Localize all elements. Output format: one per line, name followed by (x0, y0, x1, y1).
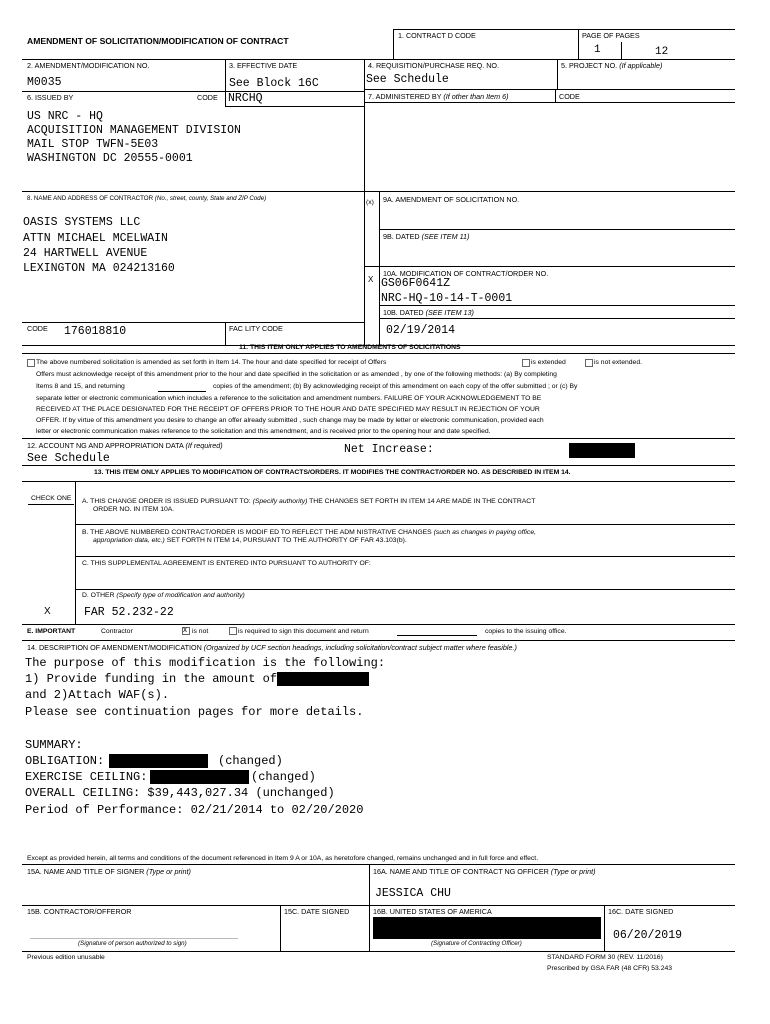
rule (379, 305, 735, 306)
option-d-mark: X (44, 606, 51, 617)
rule (22, 91, 364, 92)
rule (22, 624, 735, 625)
officer-name: JESSICA CHU (375, 887, 451, 900)
effective-date-label: 3. EFFECTIVE DATE (229, 61, 298, 70)
issued-by-code: NRCHQ (228, 92, 263, 105)
project-no-label: 5. PROJECT NO. (If applicable) (561, 61, 663, 70)
accounting-label: 12. ACCOUNT NG AND APPROPRIATION DATA (If required) (27, 441, 223, 450)
issued-by-code-label: CODE (197, 93, 218, 102)
modification-no: NRC-HQ-10-14-T-0001 (381, 292, 513, 305)
option-c-text: C. THIS SUPPLEMENTAL AGREEMENT IS ENTERED INTO PURSUANT TO AUTHORITY OF: (82, 560, 371, 567)
option-a-text: A. THIS CHANGE ORDER IS ISSUED PURSUANT TO: (Specify authority) THE CHANGES SET FORTH IN ITEM 14 ARE MADE IN THE CONTRACT (82, 498, 536, 505)
is-not-extended-label: is not extended. (594, 359, 642, 366)
usa-label: 16B. UNITED STATES OF AMERICA (373, 907, 492, 916)
option-d-text: D. OTHER (Specify type of modification and authority) (82, 592, 245, 599)
rule (22, 905, 735, 906)
rule (364, 102, 735, 103)
check-one-label: CHECK ONE (31, 495, 72, 502)
item11-text: letter or electronic communication makes reference to the solicitation and this amendment, and is received prior to the opening hour and date specified. (36, 428, 491, 435)
rule (225, 59, 226, 106)
copies-label: copies to the issuing office. (485, 628, 567, 635)
x-column-label: (x) (366, 199, 374, 206)
issuer-line: US NRC - HQ (27, 110, 103, 123)
issuer-line: ACQUISITION MANAGEMENT DIVISION (27, 124, 241, 137)
contractor-line: 24 HARTWELL AVENUE (23, 247, 148, 260)
contractor-signature-line[interactable] (30, 938, 238, 939)
rule (578, 29, 579, 59)
rule (22, 864, 735, 865)
rule (555, 89, 556, 102)
exercise-ceiling-label: EXERCISE CEILING: (25, 770, 148, 784)
is-required-checkbox[interactable] (229, 627, 237, 635)
rule (369, 864, 370, 952)
overall-ceiling: OVERALL CEILING: $39,443,027.34 (unchanged) (25, 786, 335, 800)
date-signed-15c-label: 15C. DATE SIGNED (284, 907, 350, 916)
page-count: 12 (655, 46, 669, 58)
rule (379, 318, 735, 319)
contractor-line: OASIS SYSTEMS LLC (23, 216, 141, 229)
amendment-no-label: 2. AMENDMENT/MODIFICATION NO. (27, 61, 150, 70)
rule (28, 504, 74, 505)
date-16c: 06/20/2019 (613, 929, 683, 942)
important-label: E. IMPORTANT (27, 628, 76, 635)
standard-form-label: STANDARD FORM 30 (REV. 11/2016) (547, 954, 663, 961)
signature-officer-caption: (Signature of Contracting Officer) (431, 940, 522, 947)
important-contractor: Contractor (101, 628, 133, 635)
administered-by-label: 7. ADMINISTERED BY (If other than Item 6) (368, 92, 509, 101)
rule (22, 353, 735, 354)
description-line: The purpose of this modification is the following: (25, 656, 386, 670)
is-not-mark: x (183, 625, 187, 634)
rule (379, 191, 380, 345)
dated-10b-label: 10B. DATED (SEE ITEM 13) (383, 308, 474, 317)
modification-mark: X (368, 275, 374, 284)
contractor-line: LEXINGTON MA 024213160 (23, 262, 175, 275)
rule (364, 89, 735, 90)
page-number: 1 (594, 44, 601, 56)
rule (604, 905, 605, 952)
rule (22, 438, 735, 439)
rule (364, 266, 735, 267)
summary-heading: SUMMARY: (25, 738, 83, 752)
administered-code-label: CODE (559, 92, 580, 101)
officer-name-label: 16A. NAME AND TITLE OF CONTRACT NG OFFICER (Type or print) (373, 867, 596, 876)
copies-blank[interactable] (158, 391, 206, 392)
terms-statement: Except as provided herein, all terms and conditions of the document referenced in Item 9 A or 10A, as heretofore changed, remains unchanged and in full force and effect. (27, 855, 539, 862)
contractor-offeror-label: 15B. CONTRACTOR/OFFEROR (27, 907, 132, 916)
item11-text: Items 8 and 15, and returning (36, 383, 125, 390)
description-line: Please see continuation pages for more details. (25, 705, 364, 719)
description-line: and 2)Attach WAF(s). (25, 688, 170, 702)
amend-solicitation-label: 9A. AMENDMENT OF SOLICITATION NO. (383, 195, 520, 204)
item11-text: separate letter or electronic communication which includes a reference to the solicitation and amendment numbers. FAILURE OF YOUR ACKNOWLEDGEMENT TO BE (36, 395, 542, 402)
dated-10b: 02/19/2014 (386, 324, 456, 337)
redaction-block (277, 672, 369, 686)
is-not-extended-checkbox[interactable] (585, 359, 593, 367)
rule (22, 59, 735, 60)
redaction-block (150, 770, 249, 784)
effective-date: See Block 16C (229, 77, 319, 90)
contractor-line: ATTN MICHAEL MCELWAIN (23, 232, 168, 245)
dated-9b-label: 9B. DATED (SEE ITEM 11) (383, 232, 470, 241)
item11-text: RECEIVED AT THE PLACE DESIGNATED FOR THE RECEIPT OF OFFERS PRIOR TO THE HOUR AND DATE SPECIFIED MAY RESULT IN REJECTION OF YOUR (36, 406, 540, 413)
option-a-text: ORDER NO. IN ITEM 10A. (93, 506, 175, 513)
modification-label: 10A. MODIFICATION OF CONTRACT/ORDER NO. (383, 269, 549, 278)
req-no-label: 4. REQUISITION/PURCHASE REQ. NO. (368, 61, 499, 70)
accounting-value: See Schedule (27, 452, 110, 465)
rule (557, 59, 558, 89)
exercise-ceiling-status: (changed) (251, 770, 316, 784)
redaction-block (109, 754, 208, 768)
rule (225, 322, 226, 345)
item11-text: The above numbered solicitation is amended as set forth in Item 14. The hour and date specified for receipt of Offers (36, 359, 387, 366)
option-b-text: appropriation data, etc.) SET FORTH N ITEM 14, PURSUANT TO THE AUTHORITY OF FAR 43.103(b). (93, 537, 407, 544)
is-extended-checkbox[interactable] (522, 359, 530, 367)
obligation-status: (changed) (218, 754, 283, 768)
obligation-label: OBLIGATION: (25, 754, 105, 768)
description-label: 14. DESCRIPTION OF AMENDMENT/MODIFICATION (Organized by UCF section headings, including solicitation/contract subject matter where feasible.) (27, 643, 517, 652)
period-of-performance: Period of Performance: 02/21/2014 to 02/20/2020 (25, 803, 364, 817)
rule (22, 322, 364, 323)
item11-text: Offers must acknowledge receipt of this amendment prior to the hour and date specified in the solicitation or as amended , by one of the following methods: (a) By completing (36, 371, 557, 378)
contractor-code-label: CODE (27, 324, 48, 333)
rule (75, 481, 76, 624)
date-signed-16c-label: 16C. DATE SIGNED (608, 907, 674, 916)
signer-name-label: 15A. NAME AND TITLE OF SIGNER (Type or print) (27, 867, 191, 876)
rule (75, 589, 735, 590)
contractor-label: 8. NAME AND ADDRESS OF CONTRACTOR (No., street, county, State and ZIP Code) (27, 195, 267, 202)
rule (379, 229, 735, 230)
is-not-label: is not (192, 628, 209, 635)
facility-code-label: FAC LITY CODE (229, 324, 283, 333)
rule (22, 481, 735, 482)
is-extended-label: is extended (531, 359, 566, 366)
previous-edition-note: Previous edition unusable (27, 954, 105, 961)
net-increase-label: Net Increase: (344, 443, 434, 456)
signature-person-caption: (Signature of person authorized to sign) (78, 940, 187, 947)
req-no: See Schedule (366, 73, 449, 86)
modification-no: GS06F0641Z (381, 277, 451, 290)
item11-text: copies of the amendment; (b) By acknowledging receipt of this amendment on each copy of the offer submitted ; or (c) By (213, 383, 578, 390)
option-d-value: FAR 52.232-22 (84, 606, 174, 619)
copies-return-blank[interactable] (397, 635, 477, 636)
item11-text: OFFER. If by virtue of this amendment you desire to change an offer already submitted , such change may be made by letter or electronic communication, provided each (36, 417, 544, 424)
issued-by-label: 6. ISSUED BY (27, 93, 74, 102)
rule (75, 524, 735, 525)
contract-id-label: 1. CONTRACT D CODE (398, 31, 476, 40)
rule (280, 905, 281, 952)
rule (621, 42, 622, 59)
item11-heading: 11. THIS ITEM ONLY APPLIES TO AMENDMENTS OF SOLICITATIONS (239, 344, 461, 351)
item13-heading: 13. THIS ITEM ONLY APPLIES TO MODIFICATION OF CONTRACTS/ORDERS. IT MODIFIES THE CONTRACT/ORDER NO. AS DESCRIBED IN ITEM 14. (94, 469, 571, 476)
amendment-no: M0035 (27, 76, 62, 89)
redaction-block (569, 443, 635, 458)
officer-signature-redaction (373, 917, 601, 939)
page-label: PAGE OF PAGES (582, 31, 640, 40)
rule (22, 640, 735, 641)
rule (22, 951, 735, 952)
solicitation-amended-checkbox[interactable] (27, 359, 35, 367)
description-line: 1) Provide funding in the amount of (25, 672, 278, 686)
rule (393, 29, 394, 59)
form-title: AMENDMENT OF SOLICITATION/MODIFICATION OF CONTRACT (27, 36, 289, 46)
contractor-code: 176018810 (64, 325, 127, 338)
option-b-text: B. THE ABOVE NUMBERED CONTRACT/ORDER IS MODIF ED TO REFLECT THE ADM NISTRATIVE CHANGES (such as changes in paying office, (82, 529, 537, 536)
issuer-line: WASHINGTON DC 20555-0001 (27, 152, 193, 165)
rule (393, 29, 735, 30)
is-required-label: is required to sign this document and return (238, 628, 369, 635)
rule (22, 465, 735, 466)
rule (75, 556, 735, 557)
prescribed-by-label: Prescribed by GSA FAR (48 CFR) 53.243 (547, 965, 673, 972)
rule (225, 106, 364, 107)
issuer-line: MAIL STOP TWFN-5E03 (27, 138, 159, 151)
